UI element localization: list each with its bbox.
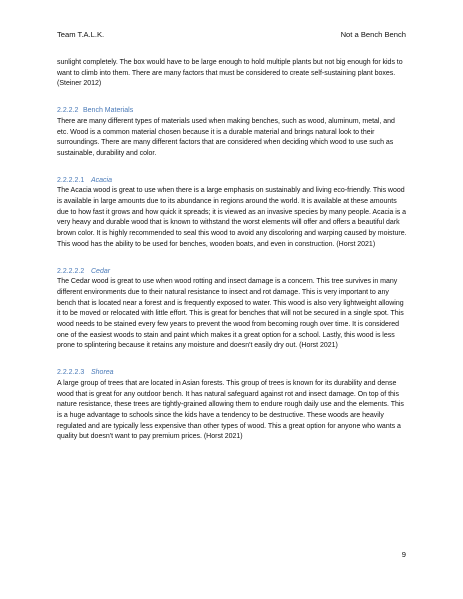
page-number: 9 [401, 550, 406, 559]
section-title: Acacia [91, 176, 113, 184]
section-title: Cedar [91, 267, 111, 275]
section-heading-shorea [57, 368, 407, 379]
header-project-title: Not a Bench Bench [340, 30, 406, 39]
section-number: 2.2.2.2.3 [57, 369, 85, 377]
section-body-bench-materials: There are many different types of materials used when making benches, such as wood, aluminum, metal, and etc. Wood is a common material chosen because it is a durable material and brings natural look to their surroundings. There are many different factors that are considered when deciding which wood to use such as sustainable, durability and color. [57, 117, 395, 157]
section-number: 2.2.2.2 [57, 107, 79, 115]
section-heading-cedar [57, 267, 407, 278]
page-content [57, 58, 407, 459]
section-body-shorea: A large group of trees that are located in Asian forests. This group of trees is known for its durability and dense wood that is great for any outdoor bench. It has natural safeguard against rot and insect damage. On top of this nature resistance, these trees are tightly-grained allowing them to endure rough daily use and the elements. This is a huge advantage to schools since the kids have a tendency to be destructive. These woods are heavily regulated and are typically less expensive than other types of wood. This a great option for anyone who wants a quality but doesn't want to pay premium prices. (Horst 2021) [57, 379, 404, 441]
section-heading-acacia [57, 176, 407, 187]
section-heading-bench-materials [57, 106, 407, 117]
section-title: Bench Materials [83, 107, 134, 115]
page-header [57, 30, 406, 42]
section-number: 2.2.2.2.1 [57, 176, 85, 184]
section-body-cedar: The Cedar wood is great to use when wood rotting and insect damage is a concern. This tree survives in many different environments due to their natural resistance to insect and rot damage. This is very important to any bench that is located near a forest and is frequently exposed to water. This wood is also very lightweight allowing it to be moved or relocated with little effort. This is great for benches that will not be secured in a single spot. This wood needs to be stained every few years to prevent the wood from becoming rough over time. It is considered one of the easiest woods to stain and paint which makes it a great option for a school. Lastly, this wood is less prone to splintering because it retains any moisture and doesn't easily dry out. (Horst 2021) [57, 278, 404, 350]
section-title: Shorea [91, 369, 114, 377]
section-body-acacia: The Acacia wood is great to use when there is a large emphasis on sustainably and living eco-friendly. This wood is available in large amounts due to its abundance in regions around the world. It is available at these amounts due to how fast it grows and how quick it spreads; it is viewed as an invasive species by many people. Acacia is a very heavy and durable wood that is known to withstand the worst elements will offer and offers a beautiful dark brown color. It is highly recommended to seal this wood to avoid any discoloring and warping caused by moisture. This wood has the ability to be used for benches, wooden boats, and even in construction. (Horst 2021) [57, 187, 407, 248]
header-team-name: Team T.A.L.K. [57, 30, 105, 39]
intro-paragraph: sunlight completely. The box would have to be large enough to hold multiple plants but not big enough for kids to want to climb into them. There are many factors that must be considered to create self-sustaining plant boxes. (Steiner 2012) [57, 59, 403, 88]
section-number: 2.2.2.2.2 [57, 267, 85, 275]
